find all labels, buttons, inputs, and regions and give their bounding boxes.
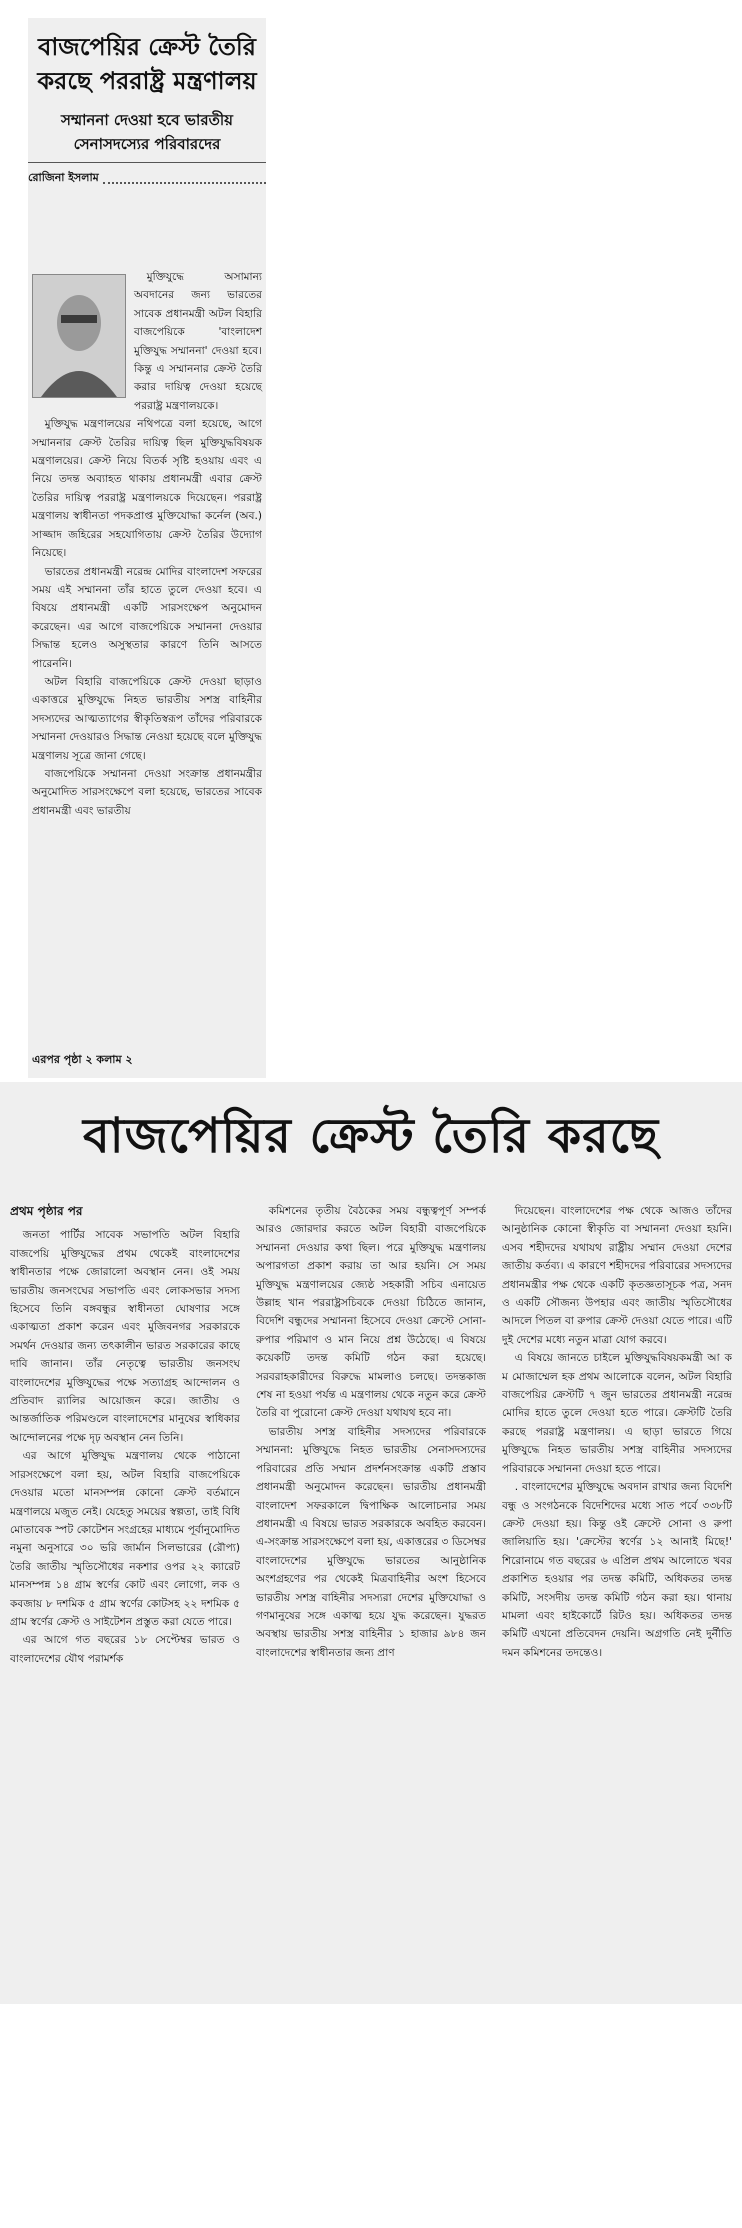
paragraph: দিয়েছেন। বাংলাদেশের পক্ষ থেকে আজও তাঁদের আনুষ্ঠানিক কোনো স্বীকৃতি বা সম্মাননা দেওয়া হয়নি। এসব শহীদদের যথাযথ রাষ্ট্রীয় সম্মান দেওয়া দেশের জাতীয় কর্তব্য। এ কারণে শহীদদের পরিবারের সদস্যদের প্রধানমন্ত্রীর পক্ষ থেকে একটি কৃতজ্ঞতাসূচক পত্র, সনদ ও একটি সৌজন্য উপহার এবং জাতীয় স্মৃতিসৌধের আদলে পিতল বা রুপার ক্রেস্ট দেওয়া যেতে পারে। এটি দুই দেশের মধ্যে নতুন মাত্রা যোগ করবে। <box>502 1205 732 1346</box>
paragraph: কমিশনের তৃতীয় বৈঠকের সময় বন্ধুত্বপূর্ণ সম্পর্ক আরও জোরদার করতে অটল বিহারী বাজপেয়িকে সম্মাননা দেওয়ার কথা ছিল। পরে মুক্তিযুদ্ধ মন্ত্রণালয় অপারগতা প্রকাশ করায় তা আর হয়নি। সে সময় মুক্তিযুদ্ধ মন্ত্রণালয়ের জ্যেষ্ঠ সহকারী সচিব এনায়েত উল্লাহ খান পররাষ্ট্রসচিবকে দেওয়া চিঠিতে জানান, বিদেশি বন্ধুদের সম্মাননা হিসেবে দেওয়া ক্রেস্টে সোনা-রুপার পরিমাণ ও মান নিয়ে প্রশ্ন উঠেছে। এ বিষয়ে কয়েকটি তদন্ত কমিটি গঠন করা হয়েছে। সরবরাহকারীদের বিরুদ্ধে মামলাও চলছে। তদন্তকাজ শেষ না হওয়া পর্যন্ত এ মন্ত্রণালয় থেকে নতুন করে ক্রেস্ট তৈরি বা পুরোনো ক্রেস্ট দেওয়া যথাযথ হবে না। <box>256 1205 486 1420</box>
paragraph: বাজপেয়িকে সম্মাননা দেওয়া সংক্রান্ত প্রধানমন্ত্রীর অনুমোদিত সারসংক্ষেপে বলা হয়েছে, ভারতের সাবেক প্রধানমন্ত্রী এবং ভারতীয় <box>32 767 262 817</box>
paragraph: জনতা পার্টির সাবেক সভাপতি অটল বিহারি বাজপেয়ি মুক্তিযুদ্ধের প্রথম থেকেই বাংলাদেশের স্বাধীনতার পক্ষে জোরালো অবস্থান নেন। ওই সময় ভারতীয় জনসংঘের সভাপতি এবং লোকসভার সদস্য হিসেবে তিনি বঙ্গবন্ধুর স্বাধীনতা ঘোষণার সঙ্গে একাত্মতা প্রকাশ করেন এবং মুজিবনগর সরকারকে সমর্থন দেওয়ার জন্য তৎকালীন ভারত সরকারের কাছে দাবি জানান। তাঁর নেতৃত্বে ভারতীয় জনসংঘ বাংলাদেশের মুক্তিযুদ্ধের পক্ষে সত্যাগ্রহ আন্দোলন ও প্রতিবাদ র‍্যালির আয়োজন করে। জাতীয় ও আন্তর্জাতিক পরিমণ্ডলে বাংলাদেশের মানুষের স্বাধিকার আন্দোলনের পক্ষে দৃঢ় অবস্থান নেন তিনি। <box>10 1229 240 1444</box>
divider <box>28 162 266 163</box>
front-page-clipping <box>28 18 266 1078</box>
paragraph: ভারতীয় সশস্ত্র বাহিনীর সদস্যদের পরিবারকে সম্মাননা: মুক্তিযুদ্ধে নিহত ভারতীয় সেনাসদস্যদের পরিবারের প্রতি সম্মান প্রদর্শনসংক্রান্ত একটি প্রস্তাব প্রধানমন্ত্রী অনুমোদন করেছেন। ভারতীয় প্রধানমন্ত্রী বাংলাদেশ সফরকালে দ্বিপাক্ষিক আলোচনার সময় প্রধানমন্ত্রী এ বিষয়ে ভারত সরকারকে অবহিত করবেন। এ-সংক্রান্ত সারসংক্ষেপে বলা হয়, একাত্তরের ৩ ডিসেম্বর বাংলাদেশের মুক্তিযুদ্ধে ভারতের আনুষ্ঠানিক অংশগ্রহণের পর থেকেই মিত্রবাহিনীর অংশ হিসেবে ভারতীয় সশস্ত্র বাহিনীর সদস্যরা দেশের মুক্তিযোদ্ধা ও গণমানুষের সঙ্গে একাত্ম হয়ে যুদ্ধ করেছেন। যুদ্ধরত অবস্থায় ভারতীয় সশস্ত্র বাহিনীর ১ হাজার ৯৮৪ জন বাংলাদেশের স্বাধীনতার জন্য প্রাণ <box>256 1425 486 1659</box>
jump-line: এরপর পৃষ্ঠা ২ কলাম ২ <box>32 1053 133 1066</box>
continuation-clipping <box>0 1082 742 2004</box>
paragraph: অটল বিহারি বাজপেয়িকে ক্রেস্ট দেওয়া ছাড়াও একাত্তরে মুক্তিযুদ্ধে নিহত ভারতীয় সশস্ত্র বাহিনীর সদস্যদের আত্মত্যাগের স্বীকৃতিস্বরূপ তাঁদের পরিবারকে সম্মাননা দেওয়ারও সিদ্ধান্ত নেওয়া হয়েছে বলে মুক্তিযুদ্ধ মন্ত্রণালয় সূত্রে জানা গেছে। <box>32 675 262 762</box>
paragraph: মুক্তিযুদ্ধ মন্ত্রণালয়ের নথিপত্রে বলা হয়েছে, আগে সম্মাননার ক্রেস্ট তৈরির দায়িত্ব ছিল মুক্তিযুদ্ধবিষয়ক মন্ত্রণালয়ের। ক্রেস্ট নিয়ে বিতর্ক সৃষ্টি হওয়ায় এবং এ নিয়ে তদন্ত অব্যাহত থাকায় প্রধানমন্ত্রী এবার ক্রেস্ট তৈরির দায়িত্ব পররাষ্ট্র মন্ত্রণালয়কে দিয়েছেন। পররাষ্ট্র মন্ত্রণালয় স্বাধীনতা পদকপ্রাপ্ত মুক্তিযোদ্ধা কর্নেল (অব.) সাজ্জাদ জহিরের সহযোগিতায় ক্রেস্ট তৈরির উদ্যোগ নিয়েছে। <box>32 418 262 560</box>
headline: বাজপেয়ির ক্রেস্ট তৈরি করছে পররাষ্ট্র মন্ত্রণালয় <box>37 32 257 95</box>
portrait-photo-icon <box>32 274 126 398</box>
paragraph: এর আগে গত বছরের ১৮ সেপ্টেম্বর ভারত ও বাংলাদেশের যৌথ পরামর্শক <box>10 1634 240 1665</box>
paragraph: এ বিষয়ে জানতে চাইলে মুক্তিযুদ্ধবিষয়কমন্ত্রী আ ক ম মোজাম্মেল হক প্রথম আলোকে বলেন, অটল বিহারি বাজপেয়ির ক্রেস্টটি ৭ জুন ভারতের প্রধানমন্ত্রী নরেন্দ্র মোদির হাতে তুলে দেওয়া হতে পারে। ক্রেস্টটি তৈরি করছে পররাষ্ট্র মন্ত্রণালয়। এ ছাড়া ভারতে গিয়ে মুক্তিযুদ্ধে নিহত ভারতীয় সশস্ত্র বাহিনীর সদস্যদের পরিবারকে সম্মাননা দেওয়া হতে পারে। <box>502 1352 732 1475</box>
article-columns <box>10 1202 732 1984</box>
column-2 <box>256 1202 486 1984</box>
byline <box>28 169 266 188</box>
column-3 <box>502 1202 732 1984</box>
continued-label: প্রথম পৃষ্ঠার পর <box>10 1204 83 1218</box>
paragraph: মুক্তিযুদ্ধে অসামান্য অবদানের জন্য ভারতের সাবেক প্রধানমন্ত্রী অটল বিহারি বাজপেয়িকে 'বাংলাদেশ মুক্তিযুদ্ধ সম্মাননা' দেওয়া হবে। কিন্তু এ সম্মাননার ক্রেস্ট তৈরি করার দায়িত্ব দেওয়া হয়েছে পররাষ্ট্র মন্ত্রণালয়কে। <box>134 271 262 412</box>
paragraph: . বাংলাদেশের মুক্তিযুদ্ধে অবদান রাখার জন্য বিদেশি বন্ধু ও সংগঠনকে বিদেশিদের মধ্যে সাত পর্বে ৩৩৮টি ক্রেস্ট দেওয়া হয়। কিন্তু ওই ক্রেস্টে সোনা ও রুপা জালিয়াতি হয়। 'ক্রেস্টের স্বর্ণের ১২ আনাই মিছে!' শিরোনামে গত বছরের ৬ এপ্রিল প্রথম আলোতে খবর প্রকাশিত হওয়ার পর তদন্ত কমিটি, অধিকতর তদন্ত কমিটি, সংসদীয় তদন্ত কমিটি গঠন করা হয়। থানায় মামলা এবং হাইকোর্টে রিটও হয়। অধিকতর তদন্ত কমিটি এখনো প্রতিবেদন দেয়নি। অগ্রগতি নেই দুর্নীতি দমন কমিশনের তদন্তেও। <box>502 1481 732 1659</box>
continuation-headline: বাজপেয়ির ক্রেস্ট তৈরি করছে <box>82 1108 660 1164</box>
byline-dots <box>103 174 266 184</box>
article-body <box>32 268 262 820</box>
column-1 <box>10 1202 240 1984</box>
paragraph: এর আগে মুক্তিযুদ্ধ মন্ত্রণালয় থেকে পাঠানো সারসংক্ষেপে বলা হয়, অটল বিহারি বাজপেয়িকে দেওয়ার মতো মানসম্পন্ন কোনো ক্রেস্ট বর্তমানে মন্ত্রণালয়ে মজুত নেই। যেহেতু সময়ের স্বল্পতা, তাই বিধি মোতাবেক স্পট কোটেশন সংগ্রহের মাধ্যমে পূর্বানুমোদিত নমুনা অনুসারে ৩০ ভরি জার্মান সিলভারের (রৌপ্য) তৈরি জাতীয় স্মৃতিসৌধের নকশার ওপর ২২ ক্যারেট মানসম্পন্ন ১৪ গ্রাম স্বর্ণের কোট এবং লোগো, লক ও কবজায় ৮ দশমিক ৫ গ্রাম স্বর্ণের কোটসহ ২২ দশমিক ৫ গ্রাম স্বর্ণের ক্রেস্ট ও সাইটেশন প্রস্তুত করা যেতে পারে। <box>10 1450 240 1628</box>
paragraph: ভারতের প্রধানমন্ত্রী নরেন্দ্র মোদির বাংলাদেশ সফরের সময় এই সম্মাননা তাঁর হাতে তুলে দেওয়া হবে। এ বিষয়ে প্রধানমন্ত্রী একটি সারসংক্ষেপ অনুমোদন করেছেন। এর আগে বাজপেয়িকে সম্মাননা দেওয়ার সিদ্ধান্ত হলেও অসুস্থতার কারণে তিনি আসতে পারেননি। <box>32 565 262 670</box>
byline-name: রোজিনা ইসলাম <box>28 171 99 184</box>
subheadline: সম্মাননা দেওয়া হবে ভারতীয় সেনাসদস্যের পরিবারদের <box>61 111 233 153</box>
